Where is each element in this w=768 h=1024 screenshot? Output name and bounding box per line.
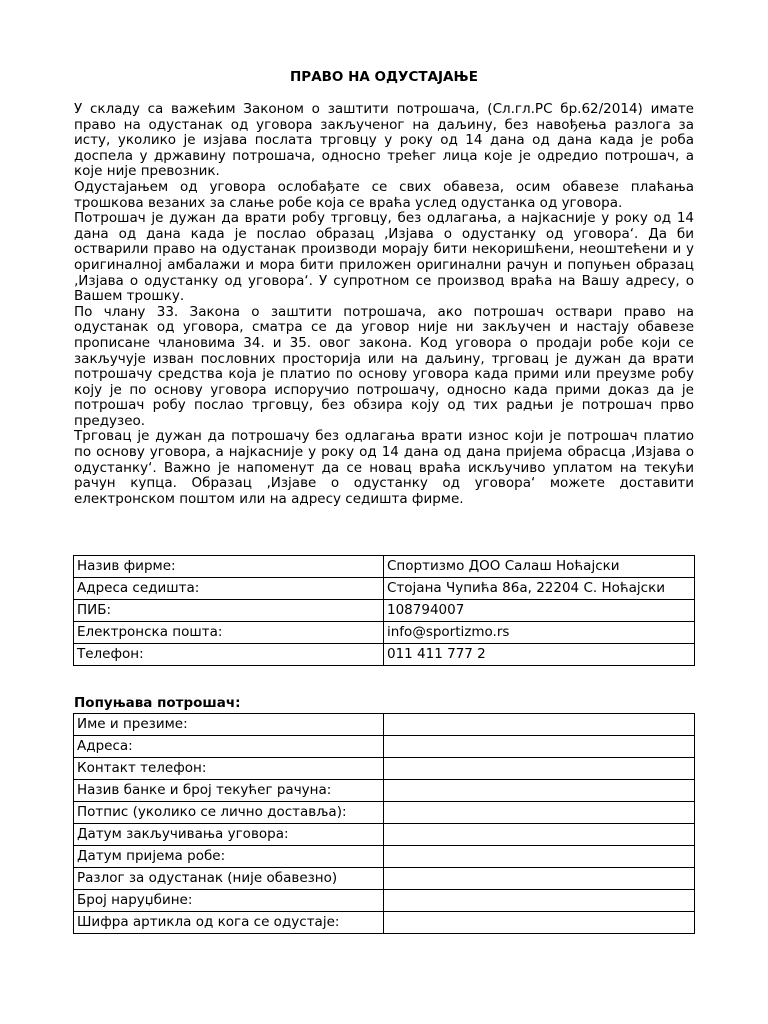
contract-date-field[interactable]	[384, 824, 695, 846]
firm-name-value: Спортизмо ДОО Салаш Ноћајски	[384, 556, 695, 578]
withdrawal-reason-field[interactable]	[384, 868, 695, 890]
firm-name-label: Назив фирме:	[74, 556, 384, 578]
table-row	[74, 868, 695, 890]
signature-label: Потпис (уколико се лично доставља):	[74, 802, 384, 824]
table-row	[74, 846, 695, 868]
firm-phone-value: 011 411 777 2	[384, 644, 695, 666]
contract-date-label: Датум закључивања уговора:	[74, 824, 384, 846]
table-row	[74, 644, 695, 666]
table-row	[74, 824, 695, 846]
receipt-date-field[interactable]	[384, 846, 695, 868]
article-code-label: Шифра артикла од кога се одустаје:	[74, 912, 384, 934]
withdrawal-reason-label: Разлог за одустанак (није обавезно)	[74, 868, 384, 890]
order-number-field[interactable]	[384, 890, 695, 912]
consumer-section-heading: Попуњава потрошач:	[74, 695, 241, 711]
table-row	[74, 736, 695, 758]
consumer-form-table	[73, 713, 695, 934]
firm-pib-label: ПИБ:	[74, 600, 384, 622]
firm-info-table	[73, 555, 695, 666]
table-row	[74, 802, 695, 824]
firm-pib-value: 108794007	[384, 600, 695, 622]
table-row	[74, 912, 695, 934]
full-name-field[interactable]	[384, 714, 695, 736]
firm-email-label: Електронска пошта:	[74, 622, 384, 644]
bank-account-label: Назив банке и број текућег рачуна:	[74, 780, 384, 802]
firm-address-value: Стојана Чупића 86а, 22204 С. Ноћајски	[384, 578, 695, 600]
table-row	[74, 890, 695, 912]
table-row	[74, 780, 695, 802]
paragraph-return-goods: Потрошач је дужан да врати робу трговцу, без одлагања, а најкасније у року од 14 дана од дана када је послао образац ‚Изјава о одустанку од уговора‘. Да би остварили право на одустанак производи морају бити некоришћени, неоштећени и у оригиналној амбалажи и мора бити приложен оригинални рачун и попуњен образац ‚Изјава о одустанку од уговора‘. У супротном се производ враћа на Вашу адресу, о Вашем трошку.	[74, 210, 694, 305]
firm-address-label: Адреса седишта:	[74, 578, 384, 600]
table-row	[74, 714, 695, 736]
firm-email-value: info@sportizmo.rs	[384, 622, 695, 644]
signature-field[interactable]	[384, 802, 695, 824]
firm-phone-label: Телефон:	[74, 644, 384, 666]
paragraph-article-33: По члану 33. Закона о заштити потрошача, ако потрошач оствари право на одустанак од уговора, сматра се да уговор није ни закључен и настају обавезе прописане члановима 34. и 35. овог закона. Код уговора о продаји робе који се закључује изван пословних просторија или на даљину, трговац је дужан да врати потрошачу средства која је платио по основу уговора када прими или преузме робу коју је по основу уговора испоручио потрошачу, односно када прими доказ да је потрошач робу послао трговцу, без обзира коју од тих радњи је потрошач прво предузео.	[74, 303, 694, 429]
address-field[interactable]	[384, 736, 695, 758]
order-number-label: Број наруџбине:	[74, 890, 384, 912]
table-row	[74, 578, 695, 600]
table-row	[74, 622, 695, 644]
address-label: Адреса:	[74, 736, 384, 758]
contact-phone-field[interactable]	[384, 758, 695, 780]
paragraph-refund: Трговац је дужан да потрошачу без одлагања врати износ који је потрошач платио по основу уговора, а најкасније у року од 14 дана од дана пријема обрасца ‚Изјава о одустанку‘. Важно је напоменут да се новац враћа искључиво уплатом на текући рачун купца. Образац ‚Изјаве о одустанку од уговора‘ можете доставити електронском поштом или на адресу седишта фирме.	[74, 428, 694, 507]
table-row	[74, 556, 695, 578]
bank-account-field[interactable]	[384, 780, 695, 802]
contact-phone-label: Контакт телефон:	[74, 758, 384, 780]
table-row	[74, 758, 695, 780]
document-title: ПРАВО НА ОДУСТАЈАЊЕ	[290, 69, 478, 85]
full-name-label: Име и презиме:	[74, 714, 384, 736]
table-row	[74, 600, 695, 622]
paragraph-obligations: Одустајањем од уговора ослобађате се свих обавеза, осим обавезе плаћања трошкова везаних за слање робе која се враћа услед одустанка од уговора.	[74, 178, 694, 211]
receipt-date-label: Датум пријема робе:	[74, 846, 384, 868]
document-body	[74, 102, 694, 507]
article-code-field[interactable]	[384, 912, 695, 934]
paragraph-legal-basis: У складу са важећим Законом о заштити потрошача, (Сл.гл.РС бр.62/2014) имате право на одустанак од уговора закљученог на даљину, без навођења разлога за исту, уколико је изјава послата трговцу у року од 14 дана од дана када је роба доспела у државину потрошача, односно трећег лица које је одредио потрошач, а које није превозник.	[74, 101, 694, 180]
